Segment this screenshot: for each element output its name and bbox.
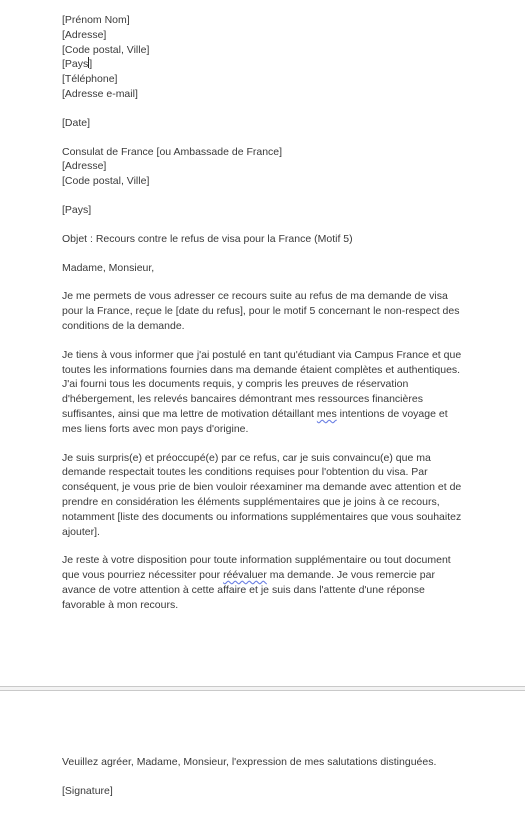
paragraph-2-text-a: Je tiens à vous informer que j'ai postulé en tant qu'étudiant via Campus France et que toutes les informations fournies dans ma demande étaient complètes et authentiques. J'ai fourni tous les documents requis, y compris les preuves de réservation d'hébergement, les relevés bancaires démontrant mes ressources financières suffisantes, ainsi que ma lettre de motivation détaillant bbox=[62, 348, 462, 420]
date-block bbox=[62, 116, 485, 131]
sender-country-close: ] bbox=[89, 58, 93, 71]
recipient-address: [Adresse] bbox=[62, 160, 107, 173]
paragraph-4-text-b: ma demande. Je vous remercie par avance de votre attention à cette affaire et je suis dans l'attente d'une réponse favorable à mon recours. bbox=[62, 569, 435, 611]
spellcheck-flagged-word[interactable]: réévaluer bbox=[223, 569, 267, 582]
letter-closing: Veuillez agréer, Madame, Monsieur, l'expression de mes salutations distinguées. bbox=[62, 756, 437, 768]
letter-subject: Objet : Recours contre le refus de visa pour la France (Motif 5) bbox=[62, 232, 353, 245]
closing-block bbox=[62, 755, 485, 770]
paragraph-2-text-b: intentions de voyage et mes liens forts avec mon pays d'origine. bbox=[62, 407, 448, 435]
spellcheck-flagged-word[interactable]: mes bbox=[316, 407, 337, 420]
paragraph-1: Je me permets de vous adresser ce recours suite au refus de ma demande de visa pour la France, reçue le [date du refus], pour le motif 5 concernant le non-respect des conditions de la demande. bbox=[62, 290, 460, 332]
recipient-postal-city: [Code postal, Ville] bbox=[62, 175, 150, 188]
signature-block bbox=[62, 784, 485, 799]
page-break-divider bbox=[0, 686, 525, 691]
recipient-block bbox=[62, 145, 485, 189]
subject-block bbox=[62, 232, 485, 247]
letter-salutation: Madame, Monsieur, bbox=[62, 261, 155, 274]
sender-name: [Prénom Nom] bbox=[62, 14, 130, 26]
sender-email: [Adresse e-mail] bbox=[62, 87, 138, 100]
recipient-name: Consulat de France [ou Ambassade de France] bbox=[62, 145, 283, 158]
recipient-country-block bbox=[62, 203, 485, 218]
sender-phone: [Téléphone] bbox=[62, 73, 118, 86]
paragraph-4 bbox=[62, 553, 467, 612]
letter-page-2[interactable] bbox=[62, 755, 485, 813]
letter-signature: [Signature] bbox=[62, 784, 113, 797]
sender-block bbox=[62, 13, 485, 102]
recipient-country: [Pays] bbox=[62, 203, 92, 216]
paragraph-3: Je suis surpris(e) et préoccupé(e) par ce refus, car je suis convaincu(e) que ma demande respectait toutes les conditions requises pour l'obtention du visa. Par conséquent, je vous prie de bien vouloir réexaminer ma demande avec attention et de prendre en considération les éléments supplémentaires que je joins à ce recours, notamment [liste des documents ou informations supplémentaires que vous souhaitez ajouter]. bbox=[62, 451, 462, 538]
letter-page-1[interactable] bbox=[62, 13, 485, 627]
sender-address: [Adresse] bbox=[62, 28, 107, 41]
sender-postal-city: [Code postal, Ville] bbox=[62, 43, 150, 56]
salutation-block bbox=[62, 261, 485, 276]
paragraph-4-text-a: Je reste à votre disposition pour toute information supplémentaire ou tout document que vous pourriez nécessiter pour bbox=[62, 554, 451, 582]
letter-date: [Date] bbox=[62, 116, 91, 129]
sender-country-line bbox=[62, 57, 485, 72]
paragraph-2 bbox=[62, 348, 467, 437]
sender-country: [Pays bbox=[62, 58, 89, 71]
